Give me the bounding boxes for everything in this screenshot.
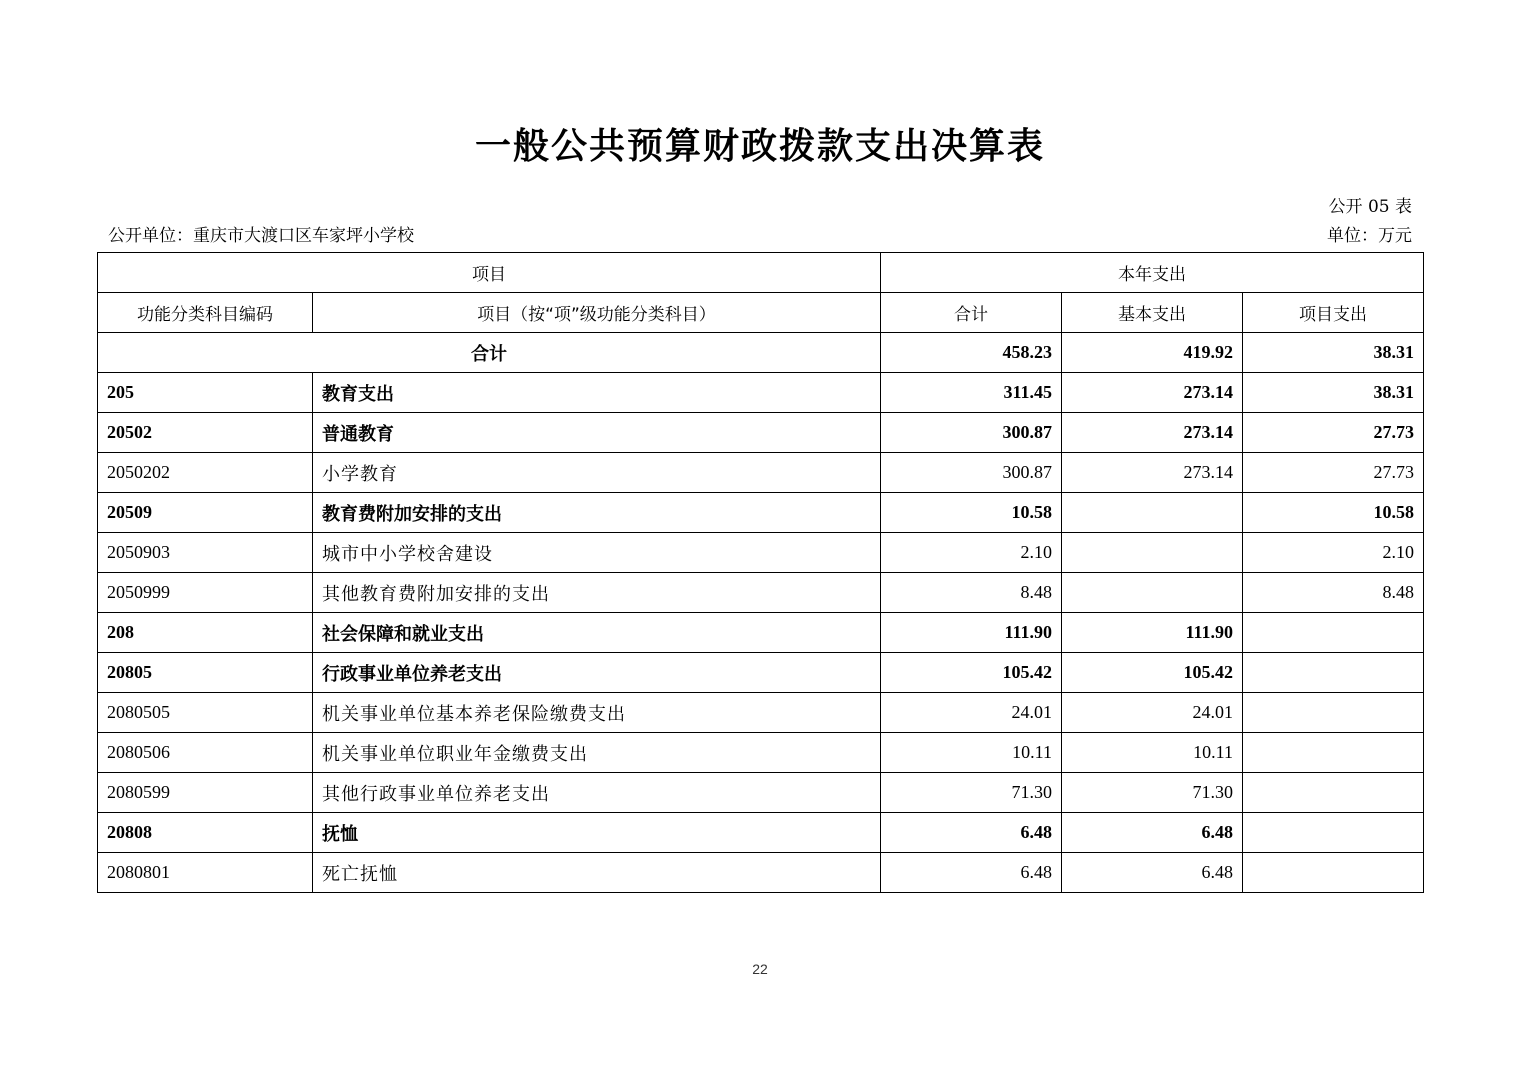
cell-project: 8.48 — [1243, 573, 1424, 613]
table-row — [98, 693, 1424, 733]
cell-name: 机关事业单位基本养老保险缴费支出 — [313, 693, 881, 733]
cell-total: 2.10 — [881, 533, 1062, 573]
cell-basic: 71.30 — [1062, 773, 1243, 813]
cell-basic: 6.48 — [1062, 853, 1243, 893]
info-row — [108, 221, 1412, 246]
table-row — [98, 613, 1424, 653]
table-row — [98, 813, 1424, 853]
cell-total: 300.87 — [881, 453, 1062, 493]
cell-project: 27.73 — [1243, 453, 1424, 493]
cell-name: 死亡抚恤 — [313, 853, 881, 893]
header-current-year: 本年支出 — [881, 253, 1424, 293]
expenditure-table — [97, 252, 1424, 893]
cell-code: 20509 — [98, 493, 313, 533]
cell-code: 208 — [98, 613, 313, 653]
table-row — [98, 773, 1424, 813]
cell-total: 6.48 — [881, 853, 1062, 893]
cell-name: 机关事业单位职业年金缴费支出 — [313, 733, 881, 773]
total-sum: 458.23 — [881, 333, 1062, 373]
cell-name: 其他行政事业单位养老支出 — [313, 773, 881, 813]
cell-basic — [1062, 573, 1243, 613]
header-code: 功能分类科目编码 — [98, 293, 313, 333]
cell-name: 小学教育 — [313, 453, 881, 493]
cell-total: 6.48 — [881, 813, 1062, 853]
cell-code: 20805 — [98, 653, 313, 693]
cell-project — [1243, 853, 1424, 893]
cell-total: 111.90 — [881, 613, 1062, 653]
cell-basic: 24.01 — [1062, 693, 1243, 733]
header-total: 合计 — [881, 293, 1062, 333]
form-number: 公开 05 表 — [1328, 197, 1412, 217]
header-project: 项目支出 — [1243, 293, 1424, 333]
cell-project — [1243, 613, 1424, 653]
cell-name: 普通教育 — [313, 413, 881, 453]
cell-name: 抚恤 — [313, 813, 881, 853]
cell-basic: 10.11 — [1062, 733, 1243, 773]
total-label: 合计 — [98, 333, 881, 373]
header-row-2 — [98, 293, 1424, 333]
table-row — [98, 413, 1424, 453]
unit-label: 单位：万元 — [1327, 226, 1412, 246]
page-title: 一般公共预算财政拨款支出决算表 — [474, 126, 1045, 167]
cell-total: 10.58 — [881, 493, 1062, 533]
header-row-1 — [98, 253, 1424, 293]
cell-basic — [1062, 493, 1243, 533]
cell-project — [1243, 653, 1424, 693]
cell-name: 行政事业单位养老支出 — [313, 653, 881, 693]
table-row — [98, 453, 1424, 493]
cell-project: 27.73 — [1243, 413, 1424, 453]
cell-code: 2080505 — [98, 693, 313, 733]
cell-project: 10.58 — [1243, 493, 1424, 533]
cell-basic: 6.48 — [1062, 813, 1243, 853]
cell-basic: 273.14 — [1062, 413, 1243, 453]
table-row — [98, 853, 1424, 893]
cell-name: 其他教育费附加安排的支出 — [313, 573, 881, 613]
table-row — [98, 533, 1424, 573]
cell-total: 24.01 — [881, 693, 1062, 733]
cell-code: 20808 — [98, 813, 313, 853]
org-label: 公开单位：重庆市大渡口区车家坪小学校 — [108, 226, 414, 246]
cell-code: 20502 — [98, 413, 313, 453]
total-row — [98, 333, 1424, 373]
cell-total: 105.42 — [881, 653, 1062, 693]
cell-basic: 105.42 — [1062, 653, 1243, 693]
cell-project — [1243, 693, 1424, 733]
page-number: 22 — [752, 961, 768, 977]
cell-basic — [1062, 533, 1243, 573]
cell-name: 教育费附加安排的支出 — [313, 493, 881, 533]
table-row — [98, 653, 1424, 693]
total-project: 38.31 — [1243, 333, 1424, 373]
header-name: 项目（按“项”级功能分类科目） — [313, 293, 881, 333]
table-row — [98, 493, 1424, 533]
cell-project: 38.31 — [1243, 373, 1424, 413]
cell-basic: 111.90 — [1062, 613, 1243, 653]
cell-total: 311.45 — [881, 373, 1062, 413]
cell-total: 300.87 — [881, 413, 1062, 453]
cell-project: 2.10 — [1243, 533, 1424, 573]
cell-project — [1243, 773, 1424, 813]
cell-project — [1243, 733, 1424, 773]
cell-name: 社会保障和就业支出 — [313, 613, 881, 653]
cell-total: 10.11 — [881, 733, 1062, 773]
cell-total: 71.30 — [881, 773, 1062, 813]
cell-total: 8.48 — [881, 573, 1062, 613]
cell-code: 2080801 — [98, 853, 313, 893]
table-row — [98, 373, 1424, 413]
cell-name: 教育支出 — [313, 373, 881, 413]
cell-code: 2050202 — [98, 453, 313, 493]
cell-code: 2050903 — [98, 533, 313, 573]
cell-basic: 273.14 — [1062, 453, 1243, 493]
cell-code: 2050999 — [98, 573, 313, 613]
cell-project — [1243, 813, 1424, 853]
header-item: 项目 — [98, 253, 881, 293]
table-row — [98, 733, 1424, 773]
cell-code: 205 — [98, 373, 313, 413]
table-row — [98, 573, 1424, 613]
header-basic: 基本支出 — [1062, 293, 1243, 333]
total-basic: 419.92 — [1062, 333, 1243, 373]
cell-code: 2080506 — [98, 733, 313, 773]
cell-name: 城市中小学校舍建设 — [313, 533, 881, 573]
cell-basic: 273.14 — [1062, 373, 1243, 413]
cell-code: 2080599 — [98, 773, 313, 813]
